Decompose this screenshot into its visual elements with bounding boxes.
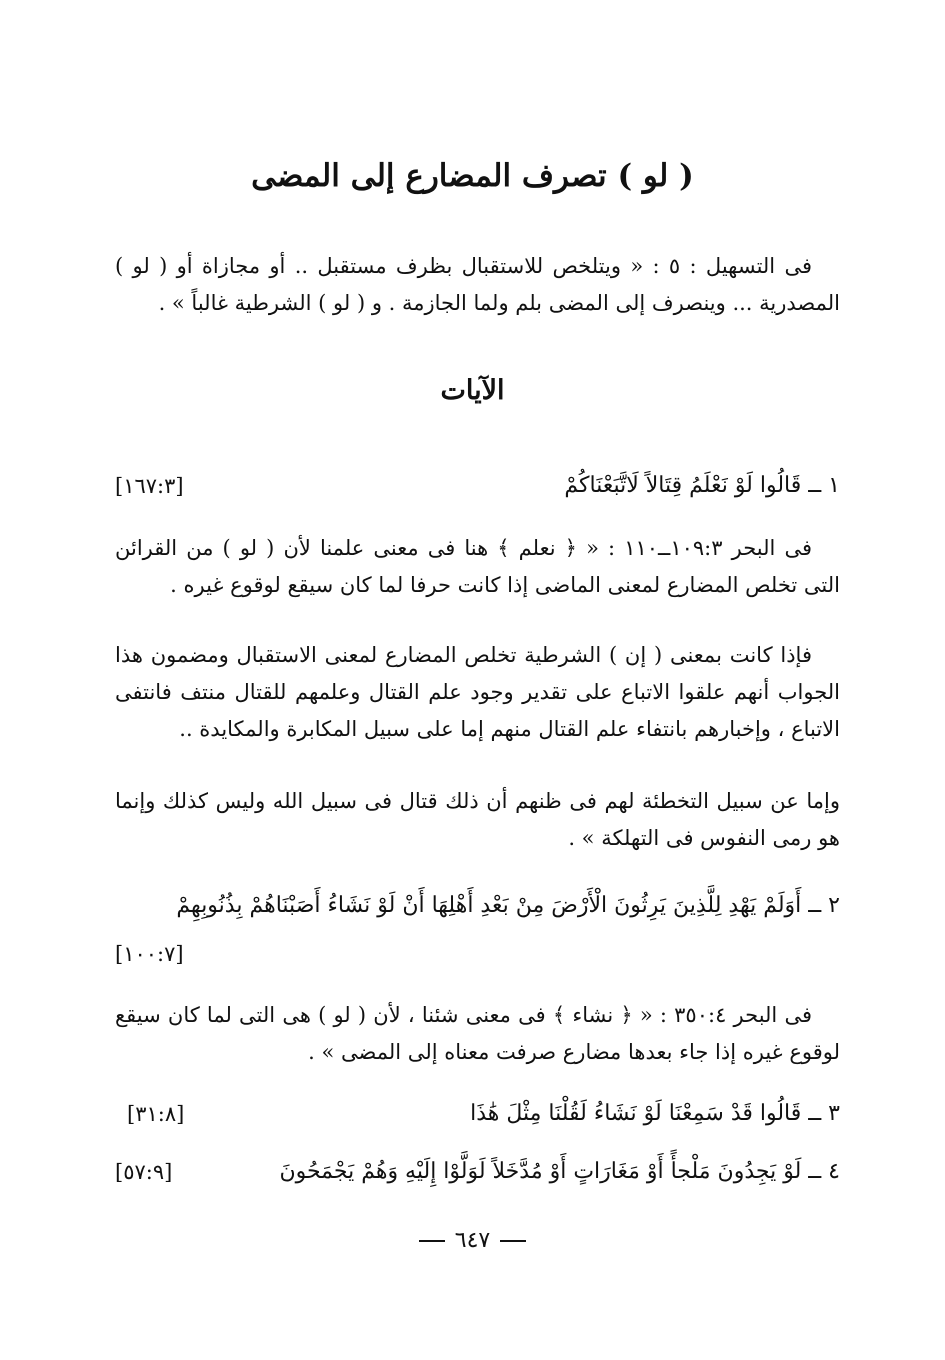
- intro-paragraph: فى التسهيل : ٥ : « ويتلخص للاستقبال بظرف مستقبل .. أو مجازاة أو ( لو ) المصدرية ... وينصرف إلى المضى بلم ولما الجازمة . و ( لو ) الشرطية غالباً » .: [115, 254, 840, 315]
- verse-4-text: [279, 1152, 840, 1192]
- commentary-paragraph-3: وإما عن سبيل التخطئة لهم فى ظنهم أن ذلك قتال فى سبيل الله وليس كذلك وإنما هو رمى النفوس فى التهلكة » .: [115, 789, 840, 850]
- verse-3-reference: [٣١:٨]: [127, 1102, 185, 1126]
- commentary-paragraph-2: فإذا كانت بمعنى ( إن ) الشرطية تخلص المضارع لمعنى الاستقبال ومضمون هذا الجواب أنهم علقوا الاتباع على تقدير وجود علم القتال وعلمهم للقتال منتف فانتفى الاتباع ، وإخبارهم بانتفاء علم القتال منهم إما على سبيل المكابرة والمكايدة ..: [115, 643, 840, 741]
- verse-1-number: ١ ــ: [808, 473, 840, 498]
- page-number-text: ٦٤٧: [454, 1228, 491, 1253]
- page-number-dash-left: [419, 1240, 445, 1242]
- commentary-paragraph-4: فى البحر ٣٥٠:٤ : « ﴿ نشاء ﴾ فى معنى شئنا ، لأن ( لو ) هى التى لما كان سيقع لوقوع غيره إذا جاء بعدها مضارع صرفت معناه إلى المضى » .: [115, 1003, 840, 1064]
- verse-1-text: [564, 466, 840, 506]
- commentary-paragraph-1: فى البحر ١٠٩:٣ــ١١٠ : « ﴿ نعلم ﴾ هنا فى معنى علمنا لأن ( لو ) من القرائن التى تخلص المضارع لمعنى الماضى إذا كانت حرفا لما كان سيقع لوقوع غيره .: [115, 536, 840, 597]
- verse-2-reference: [١٠٠:٧]: [115, 942, 184, 966]
- page-number-dash-right: [500, 1240, 526, 1242]
- section-heading: الآيات: [440, 375, 505, 406]
- verse-1-reference: [١٦٧:٣]: [115, 474, 184, 498]
- verse-3: [115, 1094, 840, 1134]
- page-title: ( لو ) تصرف المضارع إلى المضى: [251, 158, 694, 194]
- verse-3-body: قَالُوا قَدْ سَمِعْنَا لَوْ نَشَاءُ لَقُلْنَا مِثْلَ هَٰذَا: [470, 1101, 802, 1126]
- page-number: [0, 1228, 945, 1253]
- verse-2: [115, 886, 840, 926]
- verse-4-reference: [٥٧:٩]: [115, 1160, 173, 1184]
- verse-2-body: أَوَلَمْ يَهْدِ لِلَّذِينَ يَرِثُونَ الْأَرْضَ مِنْ بَعْدِ أَهْلِهَا أَنْ لَوْ نَشَاءُ أَصَبْنَاهُمْ بِذُنُوبِهِمْ: [176, 893, 802, 918]
- verse-2-number: ٢ ــ: [808, 893, 840, 918]
- verse-4-body: لَوْ يَجِدُونَ مَلْجأً أَوْ مَغَارَاتٍ أَوْ مُدَّخَلاً لَوَلَّوْا إِلَيْهِ وَهُمْ يَجْمَحُونَ: [279, 1159, 802, 1184]
- verse-4: [115, 1152, 840, 1192]
- verse-3-number: ٣ ــ: [808, 1101, 840, 1126]
- verse-3-text: [470, 1094, 840, 1134]
- verse-2-text: [176, 886, 840, 926]
- verse-1: [115, 466, 840, 506]
- verse-1-body: قَالُوا لَوْ نَعْلَمُ قِتَالاً لَاتَّبَعْنَاكُمْ: [564, 473, 802, 498]
- verse-4-number: ٤ ــ: [808, 1159, 840, 1184]
